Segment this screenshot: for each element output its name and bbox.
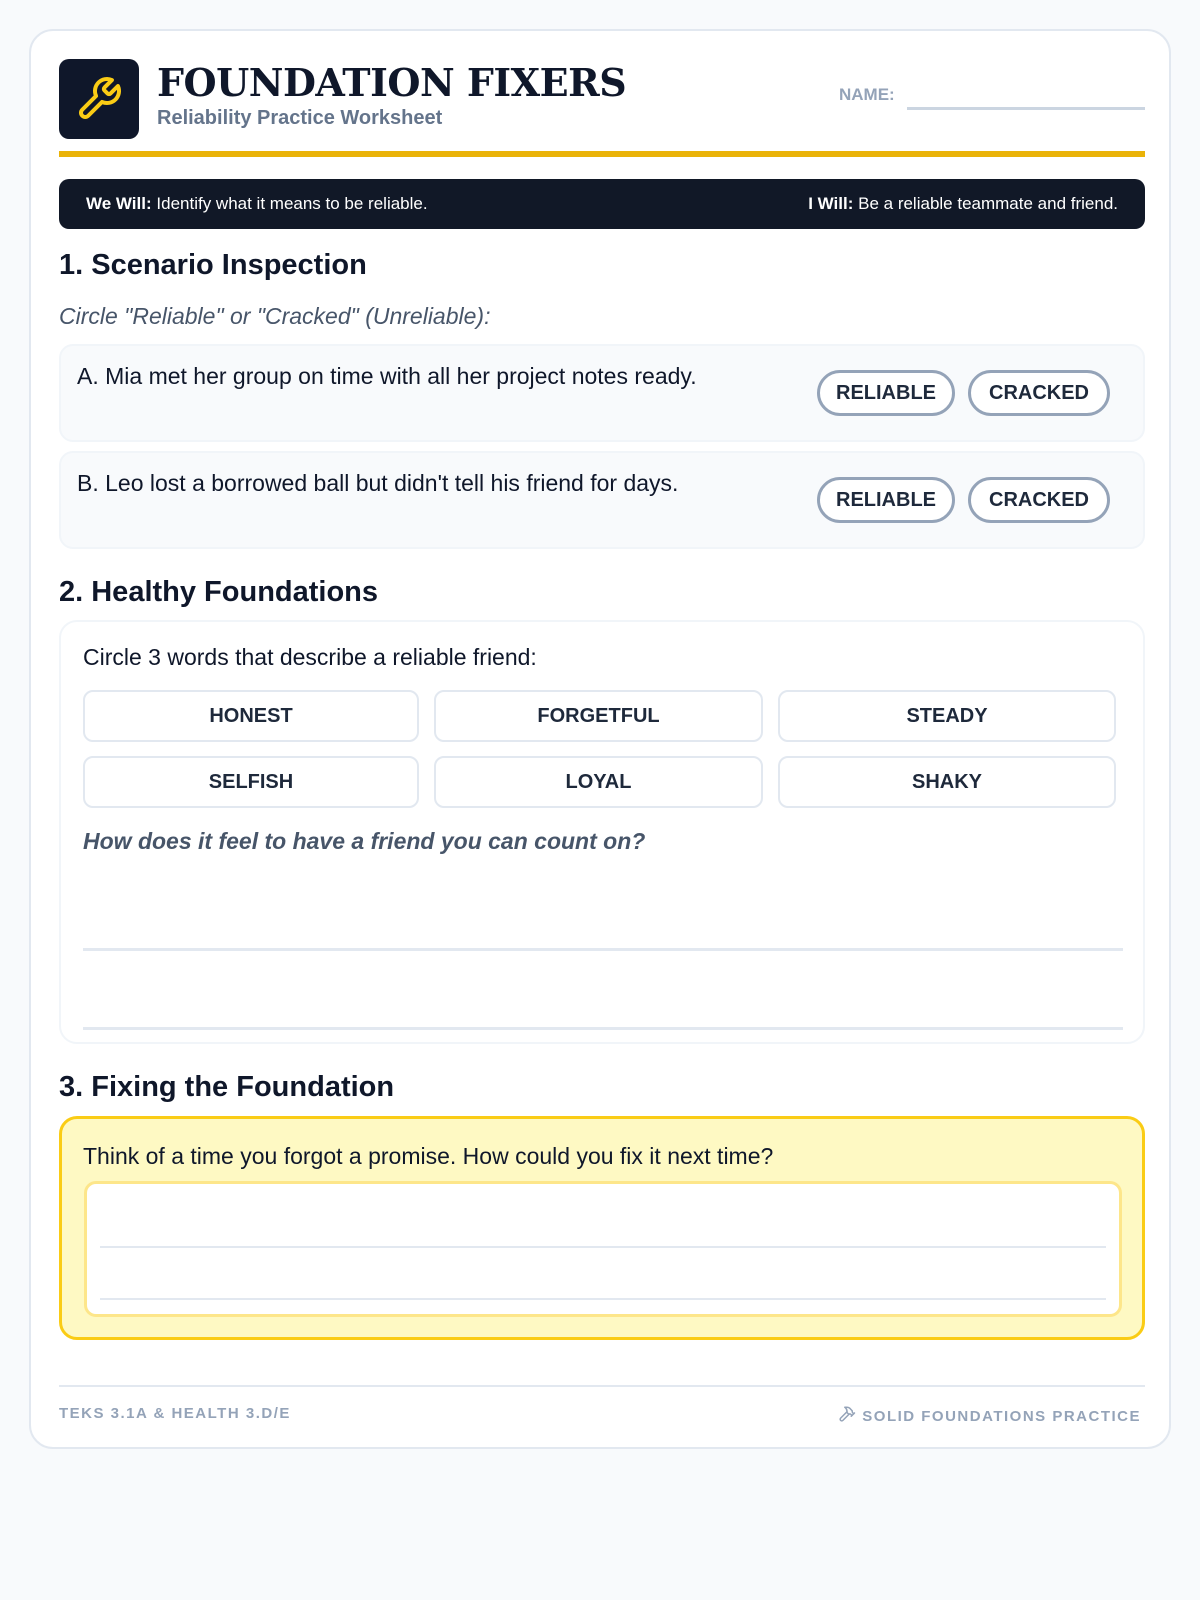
footer-divider [59,1385,1145,1387]
word-choice[interactable]: SHAKY [778,756,1116,808]
word-choice[interactable]: HONEST [83,690,419,742]
cracked-option[interactable]: CRACKED [968,370,1110,416]
section-2-title: 2. Healthy Foundations [59,576,379,608]
footer-standards: TEKS 3.1A & HEALTH 3.D/E [59,1405,291,1422]
footer-brand: SOLID FOUNDATIONS PRACTICE [838,1405,1141,1427]
reliable-option[interactable]: RELIABLE [817,477,955,523]
section-1-instruction: Circle "Reliable" or "Cracked" (Unreliable): [59,303,491,329]
writing-line [100,1298,1106,1300]
worksheet-page [29,29,1171,1449]
promise-question: Think of a time you forgot a promise. How could you fix it next time? [83,1143,774,1169]
worksheet-header [59,59,1145,157]
section-1-title: 1. Scenario Inspection [59,249,367,281]
healthy-foundations-box [59,620,1145,1044]
word-choice[interactable]: LOYAL [434,756,763,808]
cracked-option[interactable]: CRACKED [968,477,1110,523]
scenario-text: B. Leo lost a borrowed ball but didn't tell his friend for days. [77,470,679,496]
name-label: NAME: [839,85,895,104]
page-subtitle: Reliability Practice Worksheet [157,107,443,129]
page-title: FOUNDATION FIXERS [157,60,627,105]
header-divider [59,151,1145,157]
word-choice[interactable]: STEADY [778,690,1116,742]
scenario-text: A. Mia met her group on time with all her project notes ready. [77,363,697,389]
writing-line[interactable] [83,1027,1123,1030]
scenario-card [59,344,1145,442]
fixing-foundation-box [59,1116,1145,1340]
section-3-title: 3. Fixing the Foundation [59,1071,395,1103]
word-choice[interactable]: SELFISH [83,756,419,808]
word-choice[interactable]: FORGETFUL [434,690,763,742]
reflection-prompt: How does it feel to have a friend you can count on? [83,828,646,854]
name-field[interactable] [907,107,1145,110]
word-choice-question: Circle 3 words that describe a reliable friend: [83,644,537,670]
answer-area[interactable] [84,1181,1122,1317]
scenario-card [59,451,1145,549]
objectives-banner [59,179,1145,229]
we-will-objective: We Will: Identify what it means to be reliable. [86,194,428,213]
reliable-option[interactable]: RELIABLE [817,370,955,416]
writing-line [100,1246,1106,1248]
wrench-icon [59,59,139,139]
writing-line[interactable] [83,948,1123,951]
hammer-icon [838,1405,856,1427]
i-will-objective: I Will: Be a reliable teammate and friend. [808,194,1118,213]
